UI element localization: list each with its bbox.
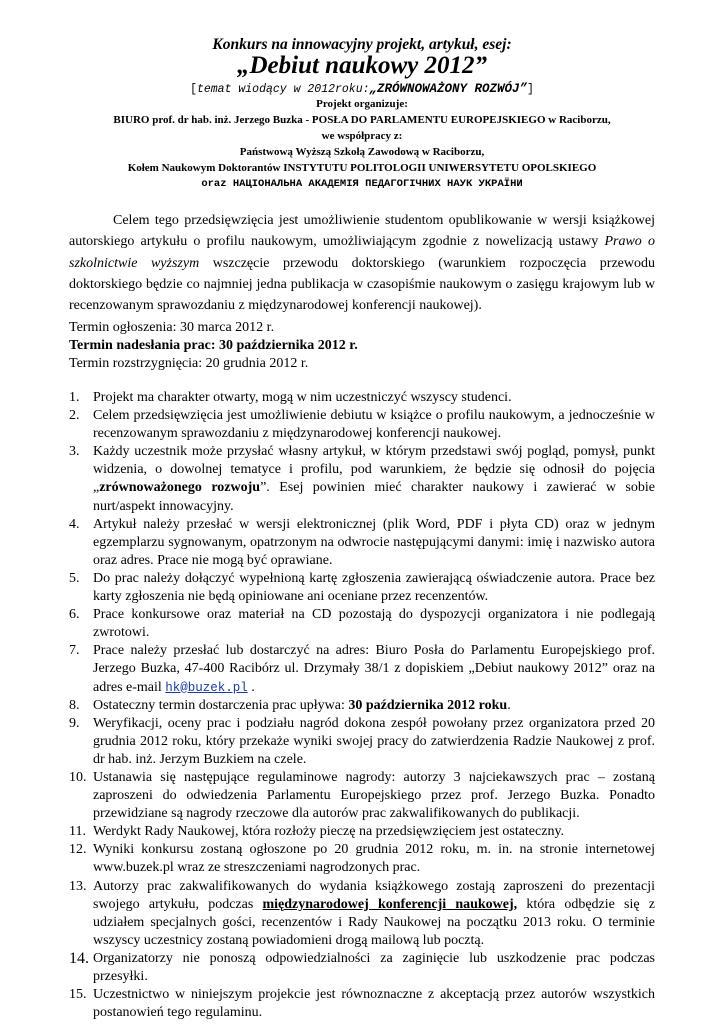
theme-line xyxy=(0,82,724,96)
organizer-name: BIURO prof. dr hab. inż. Jerzego Buzka - POSŁA DO PARLAMENTU EUROPEJSKIEGO w Raciborzu, xyxy=(113,114,611,126)
rule-text: Weryfikacji, oceny prac i podziału nagród dokona zespół powołany przez organizatora przed 20 grudnia 2012 roku, który przekaże wyniki swojej pracy do zatwierdzenia Radzie Naukowej z prof. dr hab. inż. Jerzym Buzkiem na czele. xyxy=(93,715,655,767)
rule-item xyxy=(69,697,655,715)
rule-text: Prace należy przesłać lub dostarczyć na adres: Biuro Posła do Parlamentu Europejskiego prof. Jerzego Buzka, 47-400 Racibórz ul. Drzymały 38/1 z dopiskiem „Debiut naukowy 2012” oraz na adres e-mail xyxy=(93,643,655,695)
rule-number: 4. xyxy=(69,516,80,532)
rule-text: Każdy uczestnik może przysłać własny artykuł, w którym przedstawi swój pogląd, pomysł, punkt widzenia, o dowolnej tematyce i profilu, pod warunkiem, że będzie się odnosił do pojęcia „ xyxy=(93,444,655,496)
intro-paragraph xyxy=(69,210,655,316)
rule-number: 1. xyxy=(69,390,80,405)
rule-text: Wyniki konkursu zostaną ogłoszone po 20 grudnia 2012 roku, m. in. na stronie internetowej www.buzek.pl wraz ze streszczeniami nagrodzonych prac. xyxy=(93,842,655,876)
rule-text: Celem przedsięwzięcia jest umożliwienie debiutu w książce o profilu naukowym, a jednocześnie w recenzowanym sprawozdaniu z międzynarodowej konferencji naukowej. xyxy=(93,408,655,442)
rule-item xyxy=(69,606,655,642)
partner-ukraine-academy: oraz НАЦІОНАЛЬНА АКАДЕМІЯ ПЕДАГОГІЧНИХ НАУК УКРАЇНИ xyxy=(201,178,523,190)
rule-item xyxy=(69,516,655,570)
rule-conference-emphasis: międzynarodowej konferencji naukowej, xyxy=(262,896,518,912)
submission-deadline: Termin nadesłania prac: 30 października 2012 r. xyxy=(69,338,358,353)
cooperation-label: we współpracy z: xyxy=(321,130,403,142)
rule-number: 15. xyxy=(69,987,87,1003)
rule-number: 2. xyxy=(69,408,80,424)
rule-number: 3. xyxy=(69,444,80,460)
rule-number: 5. xyxy=(69,570,80,586)
rule-text: Ustanawia się następujące regulaminowe nagrody: autorzy 3 najciekawszych prac – zostaną zaproszeni do odwiedzenia Parlamentu Europejskiego przez prof. Jerzego Buzka. Ponadto przewidziane są nagrody rzeczowe dla autorów prac zakwalifikowanych do publikacji. xyxy=(93,769,655,822)
contest-title: „Debiut naukowy 2012” xyxy=(236,52,488,79)
theme-bracket-open: [ xyxy=(190,83,197,96)
rule-text: Ostateczny termin dostarczenia prac upływa: xyxy=(93,697,349,713)
rule-text: Prace konkursowe oraz materiał na CD pozostają do dyspozycji organizatora i nie podlegają zwrotowi. xyxy=(93,607,655,641)
rule-item xyxy=(69,769,655,823)
partner-phd-club: Kołem Naukowym Doktorantów INSTYTUTU POLITOLOGII UNIWERSYTETU OPOLSKIEGO xyxy=(127,162,597,174)
rule-text: Projekt ma charakter otwarty, mogą w nim uczestniczyć wszyscy studenci. xyxy=(93,390,512,405)
theme-label: temat wiodący w 2012roku: xyxy=(196,83,370,96)
resolution-date: Termin rozstrzygnięcia: 20 grudnia 2012 r. xyxy=(69,356,309,371)
rule-number: 9. xyxy=(69,715,80,731)
rule-item xyxy=(69,950,655,986)
rule-number: 10. xyxy=(69,769,87,785)
rule-item xyxy=(69,841,655,877)
theme-bracket-close: ] xyxy=(527,83,534,96)
rule-text: . xyxy=(507,697,511,713)
rule-number: 8. xyxy=(69,697,80,713)
rule-item xyxy=(69,570,655,606)
email-link[interactable]: hk@buzek.pl xyxy=(165,680,248,695)
rule-text: Uczestnictwo w niniejszym projekcie jest równoznaczne z akceptacją przez autorów wszystkich postanowień tego regulaminu. xyxy=(93,987,655,1021)
announcement-date: Termin ogłoszenia: 30 marca 2012 r. xyxy=(69,320,275,335)
intro-part-1: Celem tego przedsięwzięcia jest umożliwienie studentom opublikowanie w wersji książkowej autorskiego artykułu o profilu naukowym, umożliwiającym zgodnie z nowelizacją ustawy xyxy=(69,213,655,250)
rule-deadline-emphasis: 30 października 2012 roku xyxy=(348,697,508,713)
rule-text: która odbędzie się z udziałem specjalnych gości, recenzentów i Rady Naukowej na początku 2013 roku. O terminie wszyscy uczestnicy zostaną powiadomieni drogą mailową lub pocztą. xyxy=(93,896,655,948)
rule-text: . xyxy=(247,679,255,695)
rule-text: Organizatorzy nie ponoszą odpowiedzialności za zaginięcie lub uszkodzenie prac podczas przesyłki. xyxy=(93,950,655,984)
rule-item xyxy=(69,823,655,841)
rule-number: 14. xyxy=(69,949,89,967)
theme-value: „ZRÓWNOWAŻONY ROZWÓJ” xyxy=(369,82,528,96)
rule-text: Autorzy prac zakwalifikowanych do wydania książkowego zostają zaproszeni do prezentacji swojego artykułu, podczas xyxy=(93,878,655,912)
rule-number: 11. xyxy=(69,824,86,840)
rule-number: 12. xyxy=(69,842,87,858)
rule-number: 7. xyxy=(69,643,80,659)
rules-list xyxy=(69,389,655,1022)
rule-item xyxy=(69,389,655,407)
rule-item xyxy=(69,986,655,1022)
rule-text: Artykuł należy przesłać w wersji elektronicznej (plik Word, PDF i płyta CD) oraz w jednym egzemplarzu sygnowanym, opatrzonym na odwrocie następującymi danymi: imię i nazwisko autora oraz adres. Prace nie mogą być oprawiane. xyxy=(93,516,655,568)
rule-number: 6. xyxy=(69,607,80,623)
rule-item xyxy=(69,443,655,515)
rule-item xyxy=(69,642,655,696)
intro-law-title: Prawo o szkolnictwie wyższym xyxy=(69,234,656,271)
rule-text: ”. Esej powinien mieć charakter naukowy i zawierać w sobie nurt/aspekt innowacyjny. xyxy=(93,480,655,514)
rule-text: Werdykt Rady Naukowej, która rozłoży pieczę na przedsięwzięciem jest ostateczny. xyxy=(93,824,565,840)
rule-number: 13. xyxy=(69,878,87,894)
partner-pwsz: Państwową Wyższą Szkołą Zawodową w Raciborzu, xyxy=(239,146,485,158)
contest-heading: Konkurs na innowacyjny projekt, artykuł, esej: xyxy=(212,36,512,53)
rule-emphasis: zrównoważonego rozwoju xyxy=(99,480,261,496)
rule-item xyxy=(69,878,655,950)
organizer-label: Projekt organizuje: xyxy=(316,98,408,110)
intro-part-2: wszczęcie przewodu doktorskiego (warunkiem rozpoczęcia przewodu doktorskiego będzie co najmniej jedna publikacja w czasopiśmie naukowym o zasięgu krajowym lub w recenzowanym sprawozdaniu z międzynarodowej konferencji naukowej). xyxy=(69,255,656,314)
rule-item xyxy=(69,715,655,769)
rule-item xyxy=(69,407,655,443)
rule-text: Do prac należy dołączyć wypełnioną kartę zgłoszenia zawierającą oświadczenie autora. Prace bez karty zgłoszenia nie będą opiniowane ani oceniane przez recenzentów. xyxy=(93,570,655,605)
